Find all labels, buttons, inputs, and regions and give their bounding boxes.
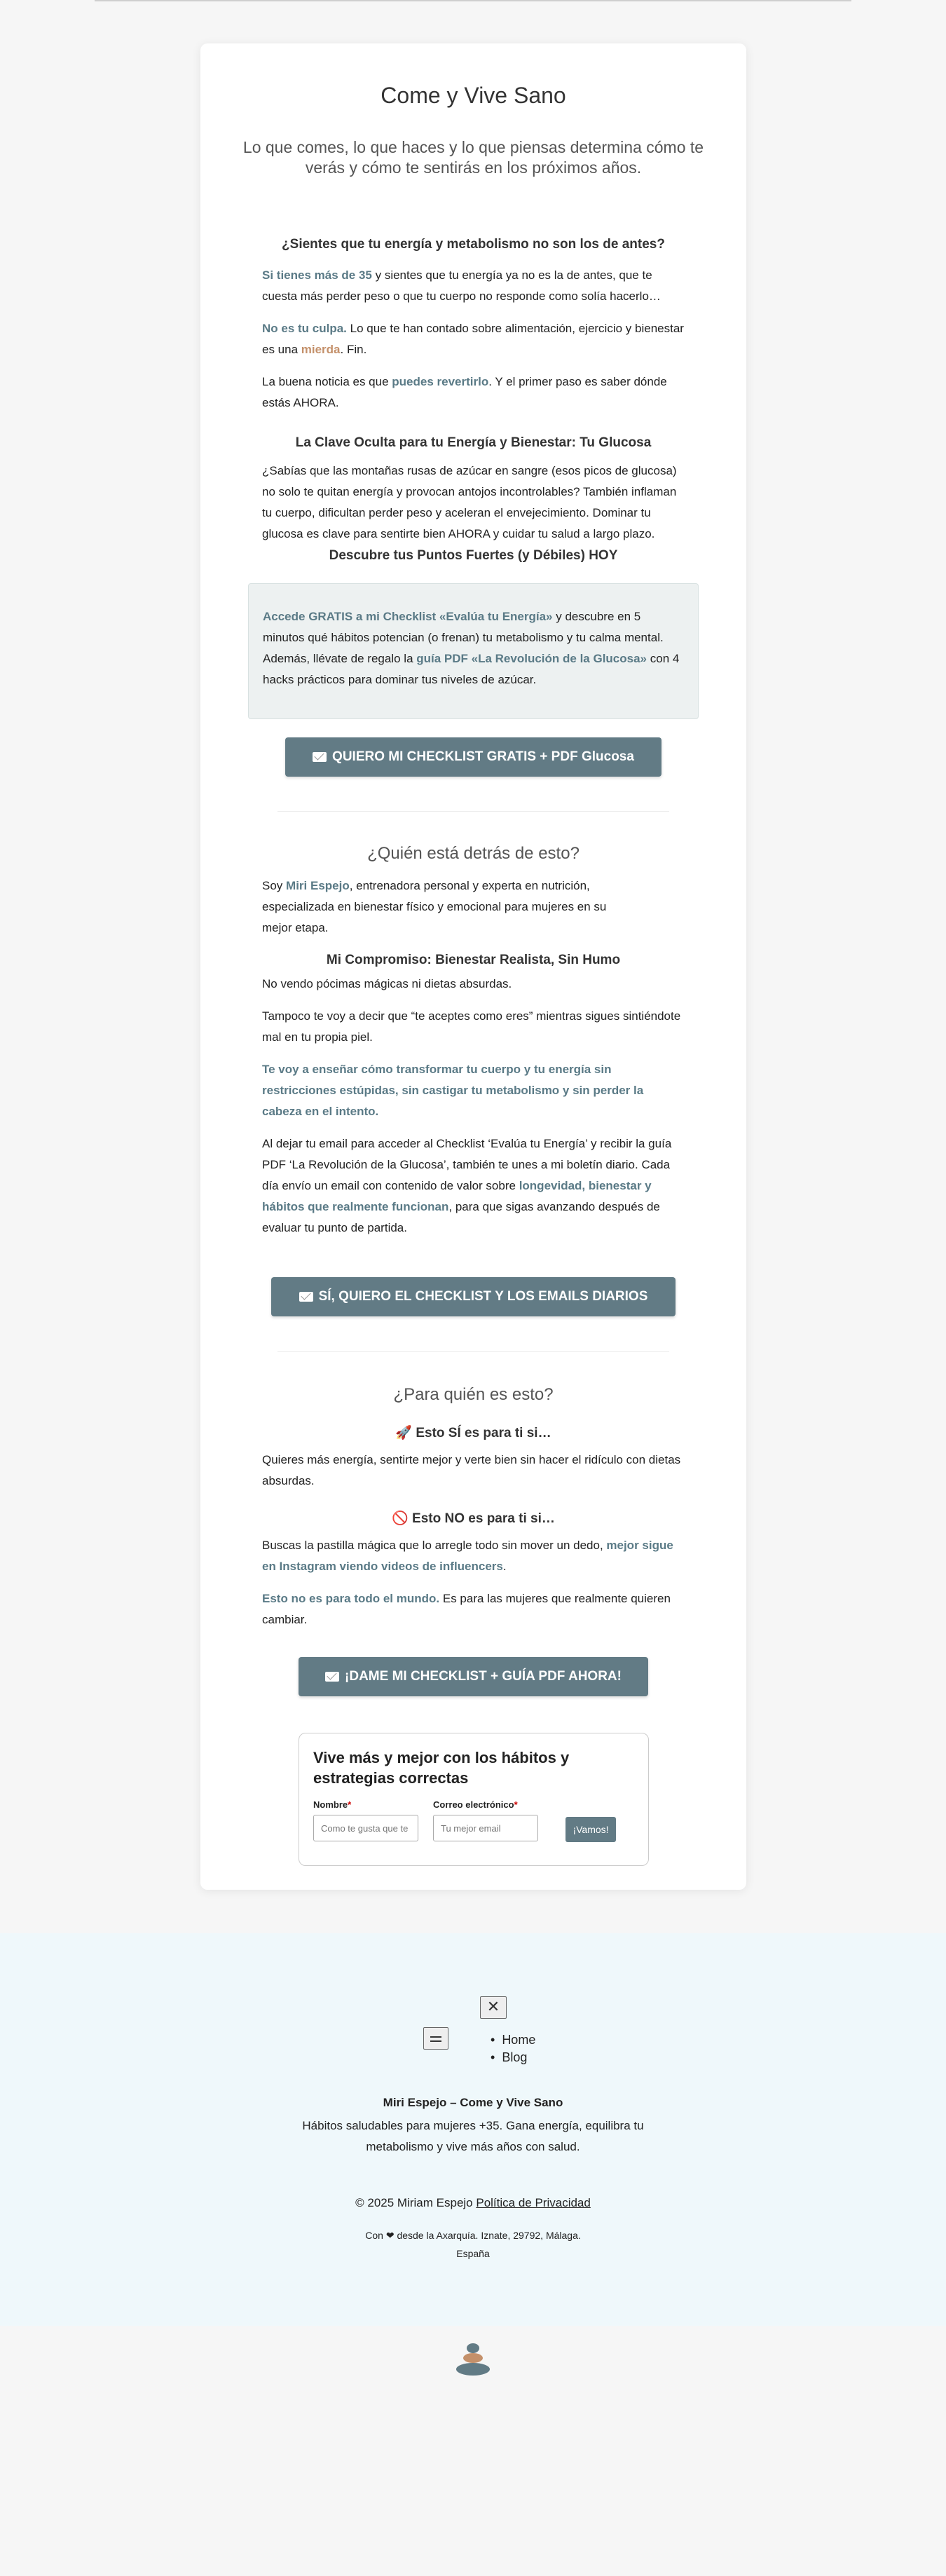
about-intro: Soy Miri Espejo, entrenadora personal y experta en nutrición, especializada en bienestar físico y emocional para mujeres en su mejor etapa. [262,879,607,934]
footer-address: Con ❤ desde la Axarquía. Iznate, 29792, Málaga. [365,2230,581,2241]
callout-text: Accede GRATIS a mi Checklist «Evalúa tu Energía» y descubre en 5 minutos qué hábitos potencian (o frenan) tu metabolismo y tu calma mental. Además, llévate de regalo la guía PDF «La Revolución de la Glucosa» con 4 hacks prácticos para dominar tus niveles de azúcar. [263,610,680,686]
yes-heading: 🚀 Esto SÍ es para ti si… [395,1426,551,1440]
intro-paragraph-1: Si tienes más de 35 y sientes que tu energía ya no es la de antes, que te cuesta más perder peso o que tu cuerpo no responde como solía hacerlo… [262,268,661,303]
forwho-heading: ¿Para quién es esto? [393,1385,554,1404]
checklist-callout [248,583,699,719]
hamburger-icon [430,2036,441,2038]
page-title: Come y Vive Sano [381,83,566,108]
footer-tagline: Hábitos saludables para mujeres +35. Gana energía, equilibra tu metabolismo y vive más años con salud. [302,2119,644,2153]
email-input[interactable] [433,1815,538,1841]
commitment-p3: Te voy a enseñar cómo transformar tu cuerpo y tu energía sin restricciones estúpidas, sin castigar tu metabolismo y sin perder la cabeza en el intento. [262,1063,644,1118]
nav-blog-link[interactable]: • Blog [491,2049,535,2066]
footer-copyright: © 2025 Miriam Espejo Política de Privacidad [355,2196,591,2209]
submit-button[interactable]: ¡Vamos! [565,1817,616,1842]
close-icon: ✕ [486,1998,500,2015]
commitment-p2: Tampoco te voy a decir que “te aceptes como eres” mientras sigues sintiéndote mal en tu propia piel. [262,1009,681,1044]
section-divider [277,1351,669,1352]
yes-text: Quieres más energía, sentirte mejor y verte bien sin hacer el ridículo con dietas absurdas. [262,1453,681,1487]
nav-home-link[interactable]: • Home [491,2031,535,2049]
glucose-section [262,435,685,545]
audience-text: Esto no es para todo el mundo. Es para las mujeres que realmente quieren cambiar. [262,1592,671,1626]
about-section [262,875,685,1239]
intro-section [262,237,685,414]
strengths-heading: Descubre tus Puntos Fuertes (y Débiles) HOY [329,548,618,563]
close-menu-button[interactable] [480,1996,507,2019]
forwho-section [262,1424,685,1630]
name-input[interactable] [313,1815,418,1841]
checklist-cta-button[interactable]: QUIERO MI CHECKLIST GRATIS + PDF Glucosa [285,737,661,777]
footer-brand: Miri Espejo – Come y Vive Sano [383,2096,563,2109]
heart-icon: ❤ [385,2230,395,2241]
menu-toggle-button[interactable] [423,2027,448,2050]
no-text: Buscas la pastilla mágica que lo arregle todo sin mover un dedo, mejor sigue en Instagram viendo videos de influencers. [262,1539,673,1573]
envelope-icon [325,1672,339,1682]
name-label: Nombre* [313,1799,352,1810]
intro-paragraph-3: La buena noticia es que puedes revertirlo. Y el primer paso es saber dónde estás AHORA. [262,375,667,409]
stacked-stones-logo-icon [454,2343,492,2376]
main-card [200,43,746,1890]
glucose-text: ¿Sabías que las montañas rusas de azúcar en sangre (esos picos de glucosa) no solo te quitan energía y provocan antojos incontrolables? También inflaman tu cuerpo, dificultan perder peso y aceleran el envejecimiento. Dominar tu glucosa es clave para sentirte bien AHORA y cuidar tu salud a largo plazo. [262,464,677,540]
signup-form [299,1733,649,1866]
envelope-icon [299,1292,313,1302]
top-divider [95,0,851,1]
intro-heading: ¿Sientes que tu energía y metabolismo no son los de antes? [282,237,665,252]
pdf-cta-button[interactable]: ¡DAME MI CHECKLIST + GUÍA PDF AHORA! [299,1657,648,1696]
emails-cta-button[interactable]: SÍ, QUIERO EL CHECKLIST Y LOS EMAILS DIARIOS [271,1277,676,1316]
about-heading: ¿Quién está detrás de esto? [367,844,580,863]
commitment-heading: Mi Compromiso: Bienestar Realista, Sin Humo [326,953,621,967]
strengths-section [262,548,685,564]
commitment-p4: Al dejar tu email para acceder al Checklist ‘Evalúa tu Energía’ y recibir la guía PDF ‘La Revolución de la Glucosa’, también te unes a mi boletín diario. Cada día envío un email con contenido de valor sobre longevidad, bienestar y hábitos que realmente funcionan, para que sigas avanzando después de evaluar tu punto de partida. [262,1137,672,1234]
footer-nav [491,2031,535,2066]
form-title: Vive más y mejor con los hábitos y estrategias correctas [313,1749,570,1787]
no-heading: 🚫 Esto NO es para ti si… [392,1511,555,1526]
glucose-heading: La Clave Oculta para tu Energía y Bienestar: Tu Glucosa [295,435,652,450]
page-lead: Lo que comes, lo que haces y lo que piensas determina cómo te verás y cómo te sentirás en los próximos años. [242,138,704,177]
privacy-link[interactable]: Política de Privacidad [476,2196,591,2209]
email-label: Correo electrónico* [433,1799,518,1810]
footer-country: España [456,2248,490,2259]
commitment-p1: No vendo pócimas mágicas ni dietas absurdas. [262,977,512,990]
envelope-icon [313,752,327,762]
section-divider [277,811,669,812]
intro-paragraph-2: No es tu culpa. Lo que te han contado sobre alimentación, ejercicio y bienestar es una mierda. Fin. [262,322,684,356]
